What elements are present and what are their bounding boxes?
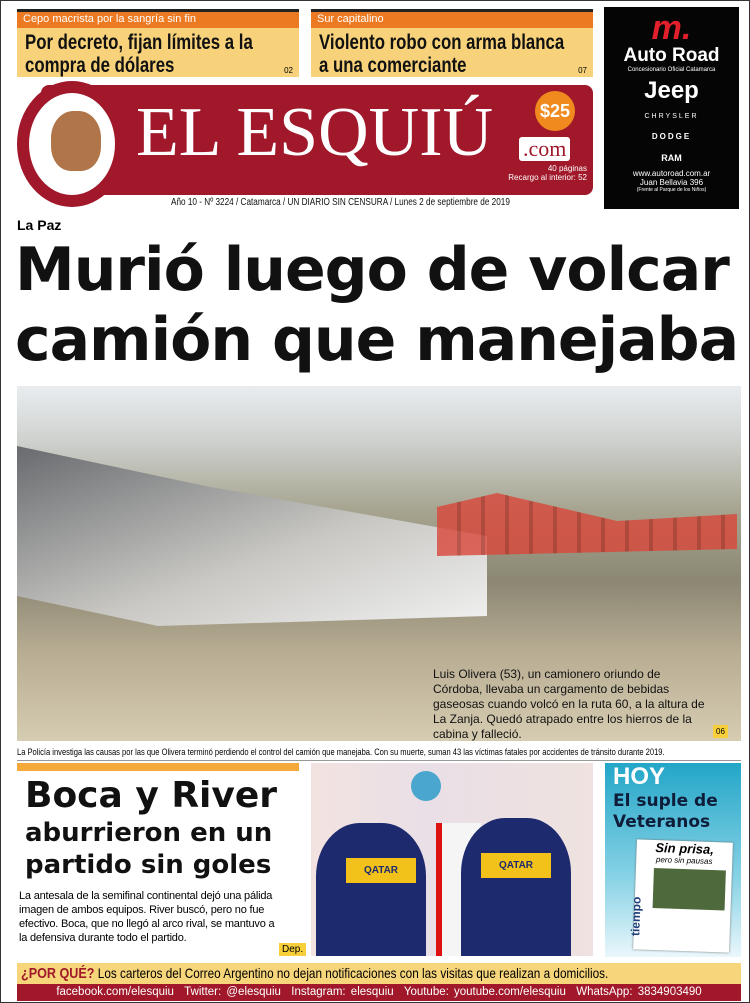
cover-brand: tiempo	[628, 896, 644, 937]
masthead-title: EL ESQUIÚ	[136, 94, 494, 171]
cover-title: Sin prisa,	[655, 840, 715, 858]
sports-photo-boca-river	[311, 763, 593, 956]
cover-subtitle: pero sin pausas	[655, 855, 713, 867]
ad-make-jeep: Jeep	[644, 77, 699, 104]
page-info	[508, 164, 587, 182]
porque-label: ¿POR QUÉ?	[21, 965, 95, 982]
page-number: 06	[713, 725, 728, 738]
supplement-cover	[628, 839, 733, 952]
sports-headline-line: aburrieron en un	[25, 818, 273, 848]
sports-body: La antesala de la semifinal continental dejó una pálida imagen de ambos equipos. River buscó, pero no fue efectivo. Boca, que no llegó al arco rival, se mantuvo a la defensiva durante todo el partido.	[19, 890, 275, 944]
sports-headline[interactable]	[25, 775, 307, 881]
auto-road-logo-icon: m.	[651, 9, 692, 47]
lead-summary: Luis Olivera (53), un camionero oriundo de Córdoba, llevaba un cargamento de bebidas gaseosas cuando volcó en la ruta 60, a la altura de La Zanja. Quedó atrapado entre los hierros de la cabina y falleció.	[433, 667, 705, 741]
section-tag: Dep.	[279, 943, 306, 956]
ad-make-dodge: DODGE	[651, 132, 692, 141]
jersey-sponsor: QATAR	[346, 858, 416, 883]
ad-address: Juan Bellavia 396	[639, 178, 704, 187]
lead-section: La Paz	[17, 217, 62, 233]
supplement-promo[interactable]	[605, 763, 741, 957]
section-bar	[17, 763, 299, 771]
page-count: 40 páginas	[547, 164, 587, 173]
sports-headline-line: Boca y River	[25, 775, 278, 816]
jersey-sponsor: QATAR	[481, 853, 551, 878]
teaser-kicker: Cepo macrista por la sangría sin fin	[17, 12, 299, 28]
sports-headline-line: partido sin goles	[25, 850, 272, 880]
supplement-today: HOY	[613, 763, 666, 790]
porque-text: Los carteros del Correo Argentino no dejan notificaciones con las visitas que realizan a domicilios.	[97, 965, 609, 981]
page-number: 02	[284, 66, 293, 75]
social-footer[interactable]: facebook.com/elesquiu Twitter: @elesquiu Instagram: elesquiu Youtube: youtube.com/elesquiu WhatsApp: 3834903490	[17, 984, 741, 1001]
masthead-domain[interactable]: .com	[519, 137, 570, 161]
teaser-headline: Violento robo con arma blanca a una comerciante	[319, 31, 565, 77]
ad-make-ram: RAM	[661, 153, 682, 163]
dateline: Año 10 - Nº 3224 / Catamarca / UN DIARIO SIN CENSURA / Lunes 2 de septiembre de 2019	[171, 197, 510, 208]
surcharge: Recargo al interior: 52	[508, 173, 587, 182]
logo-q-icon	[17, 81, 127, 207]
teaser-robo[interactable]	[311, 9, 593, 77]
auto-road-ad[interactable]	[604, 7, 739, 209]
ad-brand: Auto Road	[623, 45, 720, 66]
supplement-title: El suple de Veteranos	[613, 791, 718, 832]
teaser-dolares[interactable]	[17, 9, 299, 77]
photo-caption-wrap	[17, 747, 741, 761]
dateline-wrap	[171, 197, 584, 208]
ad-note: (Frente al Parque de los Niños)	[636, 187, 707, 193]
teaser-kicker: Sur capitalino	[311, 12, 593, 28]
porque-line	[21, 965, 608, 982]
ad-subtitle: Concesionario Oficial Catamarca	[627, 67, 716, 73]
price-badge: $25	[535, 91, 575, 131]
photo-caption: La Policía investiga las causas por las que Olivera terminó perdiendo el control del camión que manejaba. Con su muerte, suman 43 las víctimas fatales por accidentes de tránsito durante 2019.	[17, 747, 665, 757]
ad-make-chrysler: CHRYSLER	[644, 113, 699, 120]
porque-bar	[17, 963, 741, 984]
ad-url: www.autoroad.com.ar	[632, 169, 711, 178]
page-number: 07	[578, 66, 587, 75]
lead-headline[interactable]: Murió luego de volcar camión que manejaba	[15, 235, 739, 375]
teaser-headline: Por decreto, fijan límites a la compra de dólares	[25, 31, 253, 77]
